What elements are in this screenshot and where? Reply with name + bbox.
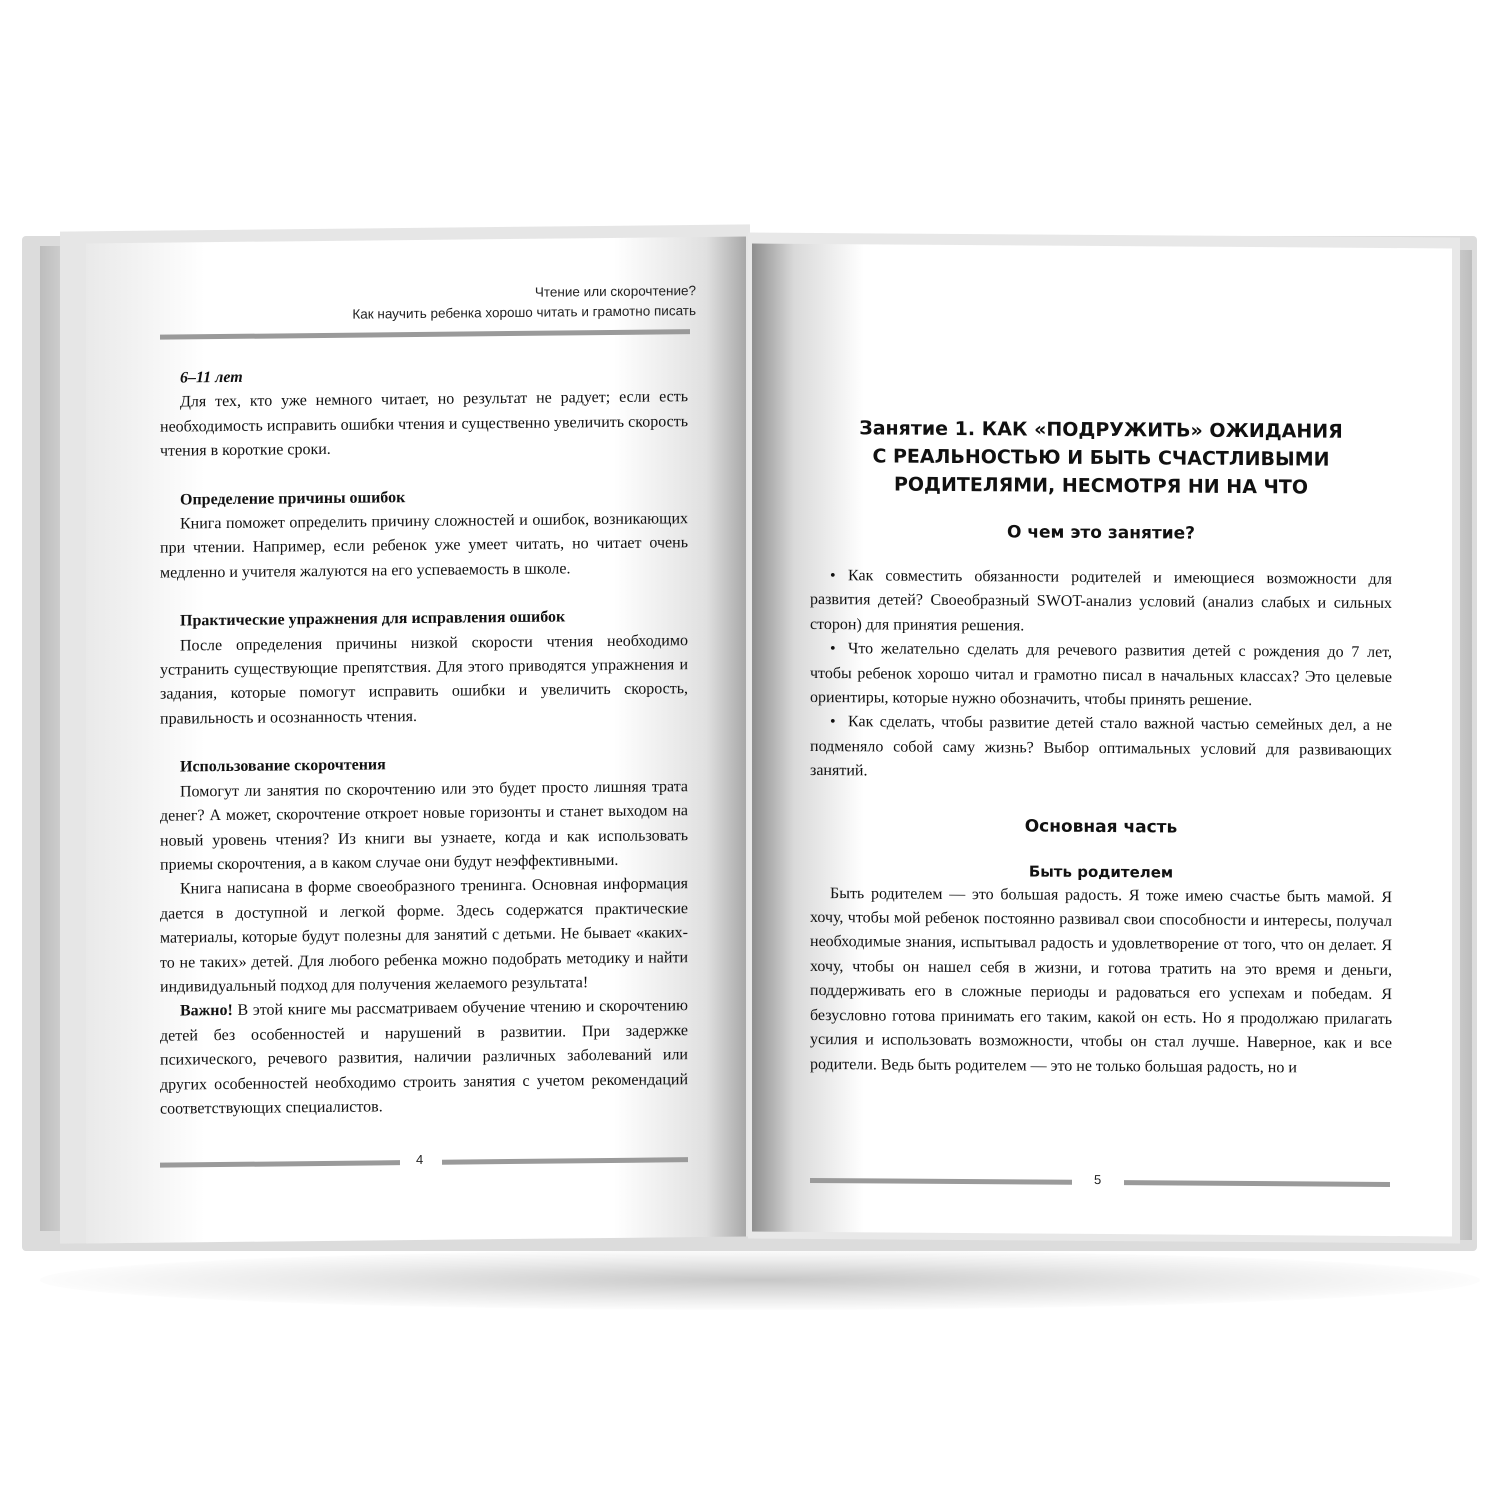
list-item: • Как сделать, чтобы развитие детей стало важной частью семейных дел, а не подменяло собой саму жизнь? Выбор оптимальных условий для развивающих занятий.: [810, 710, 1392, 787]
left-page: [86, 237, 746, 1244]
footer-rule-right: [1124, 1180, 1390, 1187]
bullet-icon: •: [830, 567, 836, 585]
section-heading-speed-reading: Использование скорочтения: [180, 756, 386, 776]
list-item: • Что желательно сделать для речевого развития детей с рождения до 7 лет, чтобы ребенок хорошо читал и грамотно писал в начальных классах? Это целевые ориентиры, которые нужно обозначить, чтобы принять решение.: [810, 637, 1392, 714]
chapter-title-line2: С РЕАЛЬНОСТЬЮ И БЫТЬ СЧАСТЛИВЫМИ: [872, 445, 1330, 471]
bullet-icon: •: [830, 640, 836, 658]
age-heading: 6–11 лет: [180, 368, 243, 387]
page-number: 5: [1094, 1171, 1102, 1187]
bullet-list: [810, 564, 1392, 788]
about-heading: О чем это занятие?: [1006, 522, 1196, 544]
section-paragraph: Книга поможет определить причину сложностей и ошибок, возникающих при чтении. Например, если ребенок уже умеет читать, но читает очень медленно и учителя жалуются на его успеваемость в школе.: [160, 510, 688, 582]
main-paragraph: Быть родителем — это большая радость. Я тоже имею счастье быть мамой. Я хочу, чтобы мой ребенок постоянно развивал свои способности и интересы, получал необходимые знания, испытывал радость и удовлетворение от того, что он делает. Я хочу, чтобы он нашел себя в жизни, и готова тратить на это время и деньги, поддерживать его в сложные периоды и радоваться его успехам и победам. Я безусловно готова принимать его таким, какой он есть. Но я продолжаю прилагать усилия и использовать возможности, чтобы он стал лучше. Наверное, как и все родители. Ведь быть родителем — это не только большая радость, но и: [810, 884, 1392, 1076]
important-text: В этой книге мы рассматриваем обучение чтению и скорочтению детей без особенностей и нарушений в развитии. При задержке психического, речевого развития, наличии различных заболеваний или других особенностей необходимо строить занятия с учетом рекомендаций соответствующих специалистов.: [160, 997, 688, 1118]
chapter-title-line3: РОДИТЕЛЯМИ, НЕСМОТРЯ НИ НА ЧТО: [893, 473, 1308, 499]
footer-rule-right: [442, 1157, 688, 1165]
section-heading-errors-cause: Определение причины ошибок: [180, 488, 406, 509]
left-page-body: [160, 361, 688, 1122]
footer-rule-left: [160, 1160, 400, 1168]
book-shadow: [40, 1250, 1480, 1310]
main-heading: Основная часть: [1024, 816, 1178, 838]
header-rule: [160, 329, 690, 340]
section-paragraph: Книга написана в форме своеобразного тренинга. Основная информация дается в доступной и легкой форме. Здесь содержатся практические материалы, которые будут полезны для занятий с детьми. Не бывает «каких-то не таких» детей. Для любого ребенка можно подобрать методику и найти индивидуальный подход для получения желаемого результата!: [160, 875, 688, 996]
section-paragraph: Помогут ли занятия по скорочтению или это будет просто лишняя трата денег? А может, скорочтение откроет новые горизонты и станет выходом на новый уровень чтения? Из книги вы узнаете, когда и как использовать приемы скорочтения, а в каком случае они будут неэффективными.: [160, 777, 688, 874]
running-head-line1: Чтение или скорочтение?: [534, 283, 696, 300]
right-page-body: [810, 414, 1392, 1081]
bullet-icon: •: [830, 713, 836, 731]
chapter-title-line1: Занятие 1. КАК «ПОДРУЖИТЬ» ОЖИДАНИЯ: [859, 417, 1343, 443]
running-head: [136, 281, 696, 327]
section-heading-exercises: Практические упражнения для исправления ошибок: [180, 608, 566, 630]
sub-heading: Быть родителем: [1028, 862, 1174, 882]
footer-rule-left: [810, 1178, 1072, 1185]
page-number: 4: [416, 1151, 424, 1167]
running-head-line2: Как научить ребенка хорошо читать и грамотно писать: [352, 303, 696, 322]
important-label: Важно!: [180, 1002, 233, 1020]
right-page: [752, 244, 1452, 1237]
section-paragraph: После определения причины низкой скорости чтения необходимо устранить существующие препятствия. Для этого приводятся упражнения и задания, которые помогут исправить ошибки и увеличить скорость, правильность и осознанность чтения.: [160, 631, 688, 728]
list-item: • Как совместить обязанности родителей и имеющиеся возможности для развития детей? Своеобразный SWOT-анализ условий (анализ слабых и сильных сторон) для принятия решения.: [810, 564, 1392, 641]
age-text: Для тех, кто уже немного читает, но результат не радует; если есть необходимость исправить ошибки чтения и существенно увеличить скорость чтения в короткие сроки.: [160, 388, 688, 460]
important-note: [160, 994, 688, 1122]
chapter-title: [810, 414, 1392, 502]
